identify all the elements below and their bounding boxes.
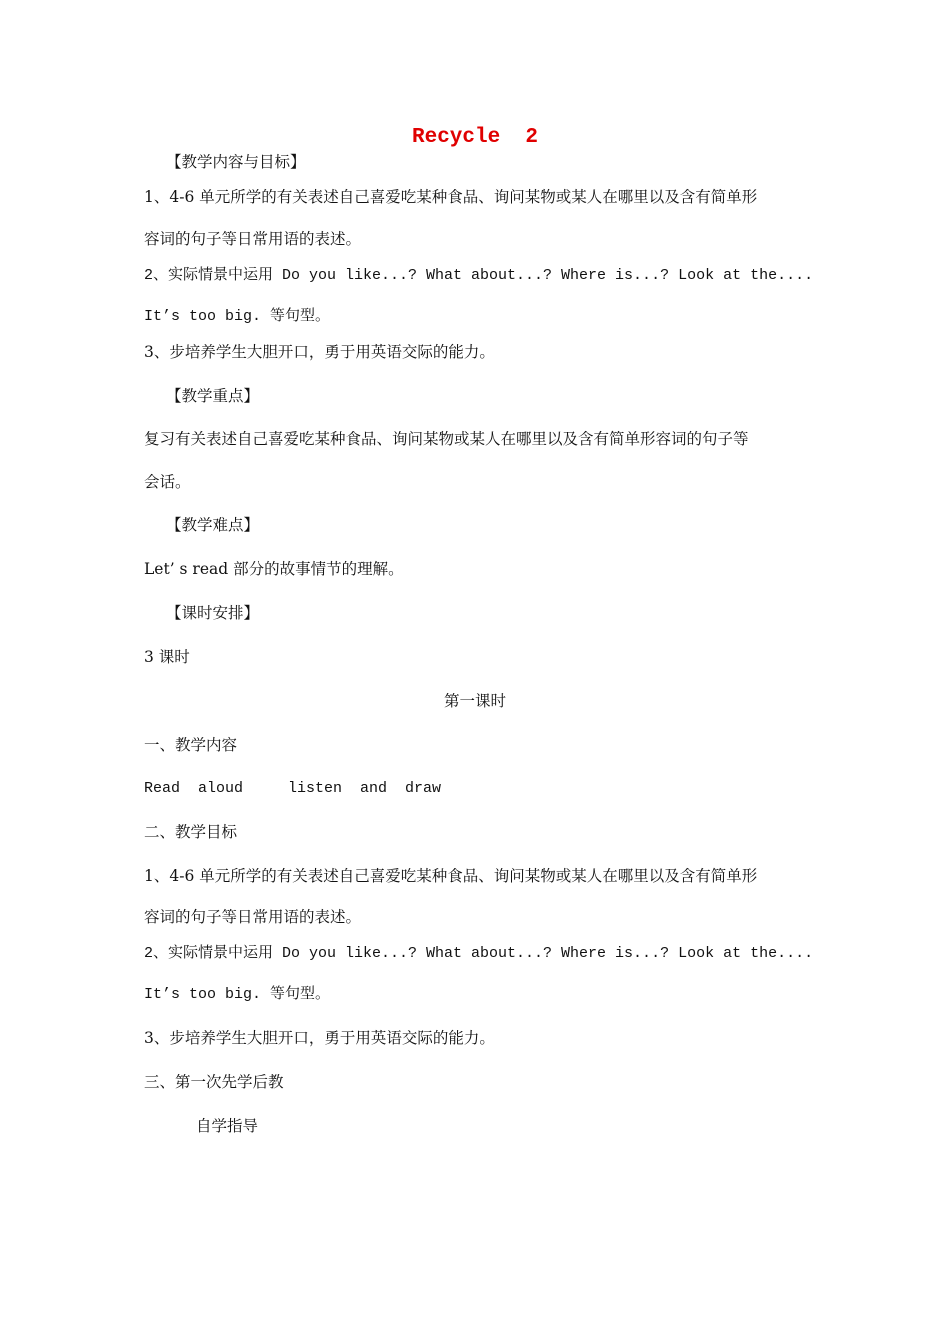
section-heading-difficulties: 【教学难点】 — [166, 516, 260, 534]
objective-1-line-2: 容词的句子等日常用语的表述。 — [144, 908, 362, 926]
document-title: Recycle 2 — [411, 126, 539, 149]
section-heading-schedule: 【课时安排】 — [166, 604, 260, 622]
self-study-guide: 自学指导 — [196, 1117, 259, 1135]
goal-2-line-1: 2、实际情景中运用 Do you like...? What about...? Where is...? Look at the.... — [144, 267, 814, 284]
key-points-line-2: 会话。 — [144, 473, 191, 491]
part-2-heading: 二、教学目标 — [144, 823, 238, 841]
section-heading-key-points: 【教学重点】 — [166, 387, 260, 405]
goal-1-line-1: 1、4-6 单元所学的有关表述自己喜爱吃某种食品、询问某物或某人在哪里以及含有简单形 — [144, 188, 758, 206]
part-1-heading: 一、教学内容 — [144, 736, 238, 754]
schedule-text: 3 课时 — [144, 648, 190, 666]
lesson-one-heading: 第一课时 — [443, 692, 506, 710]
goal-1-line-2: 容词的句子等日常用语的表述。 — [144, 230, 362, 248]
objective-2-line-1: 2、实际情景中运用 Do you like...? What about...? Where is...? Look at the.... — [144, 945, 814, 962]
section-heading-content-goals: 【教学内容与目标】 — [166, 153, 306, 171]
key-points-line-1: 复习有关表述自己喜爱吃某种食品、询问某物或某人在哪里以及含有简单形容词的句子等 — [144, 430, 749, 448]
part-1-content: Read aloud listen and draw — [144, 780, 442, 797]
objective-3: 3、步培养学生大胆开口，勇于用英语交际的能力。 — [144, 1029, 495, 1047]
part-3-heading: 三、第一次先学后教 — [144, 1073, 284, 1091]
objective-2-line-2: It’s too big. 等句型。 — [144, 986, 331, 1003]
objective-1-line-1: 1、4-6 单元所学的有关表述自己喜爱吃某种食品、询问某物或某人在哪里以及含有简单形 — [144, 867, 758, 885]
difficulties-text: Let’ s read 部分的故事情节的理解。 — [144, 560, 404, 578]
goal-2-line-2: It’s too big. 等句型。 — [144, 308, 331, 325]
goal-3: 3、步培养学生大胆开口，勇于用英语交际的能力。 — [144, 343, 495, 361]
